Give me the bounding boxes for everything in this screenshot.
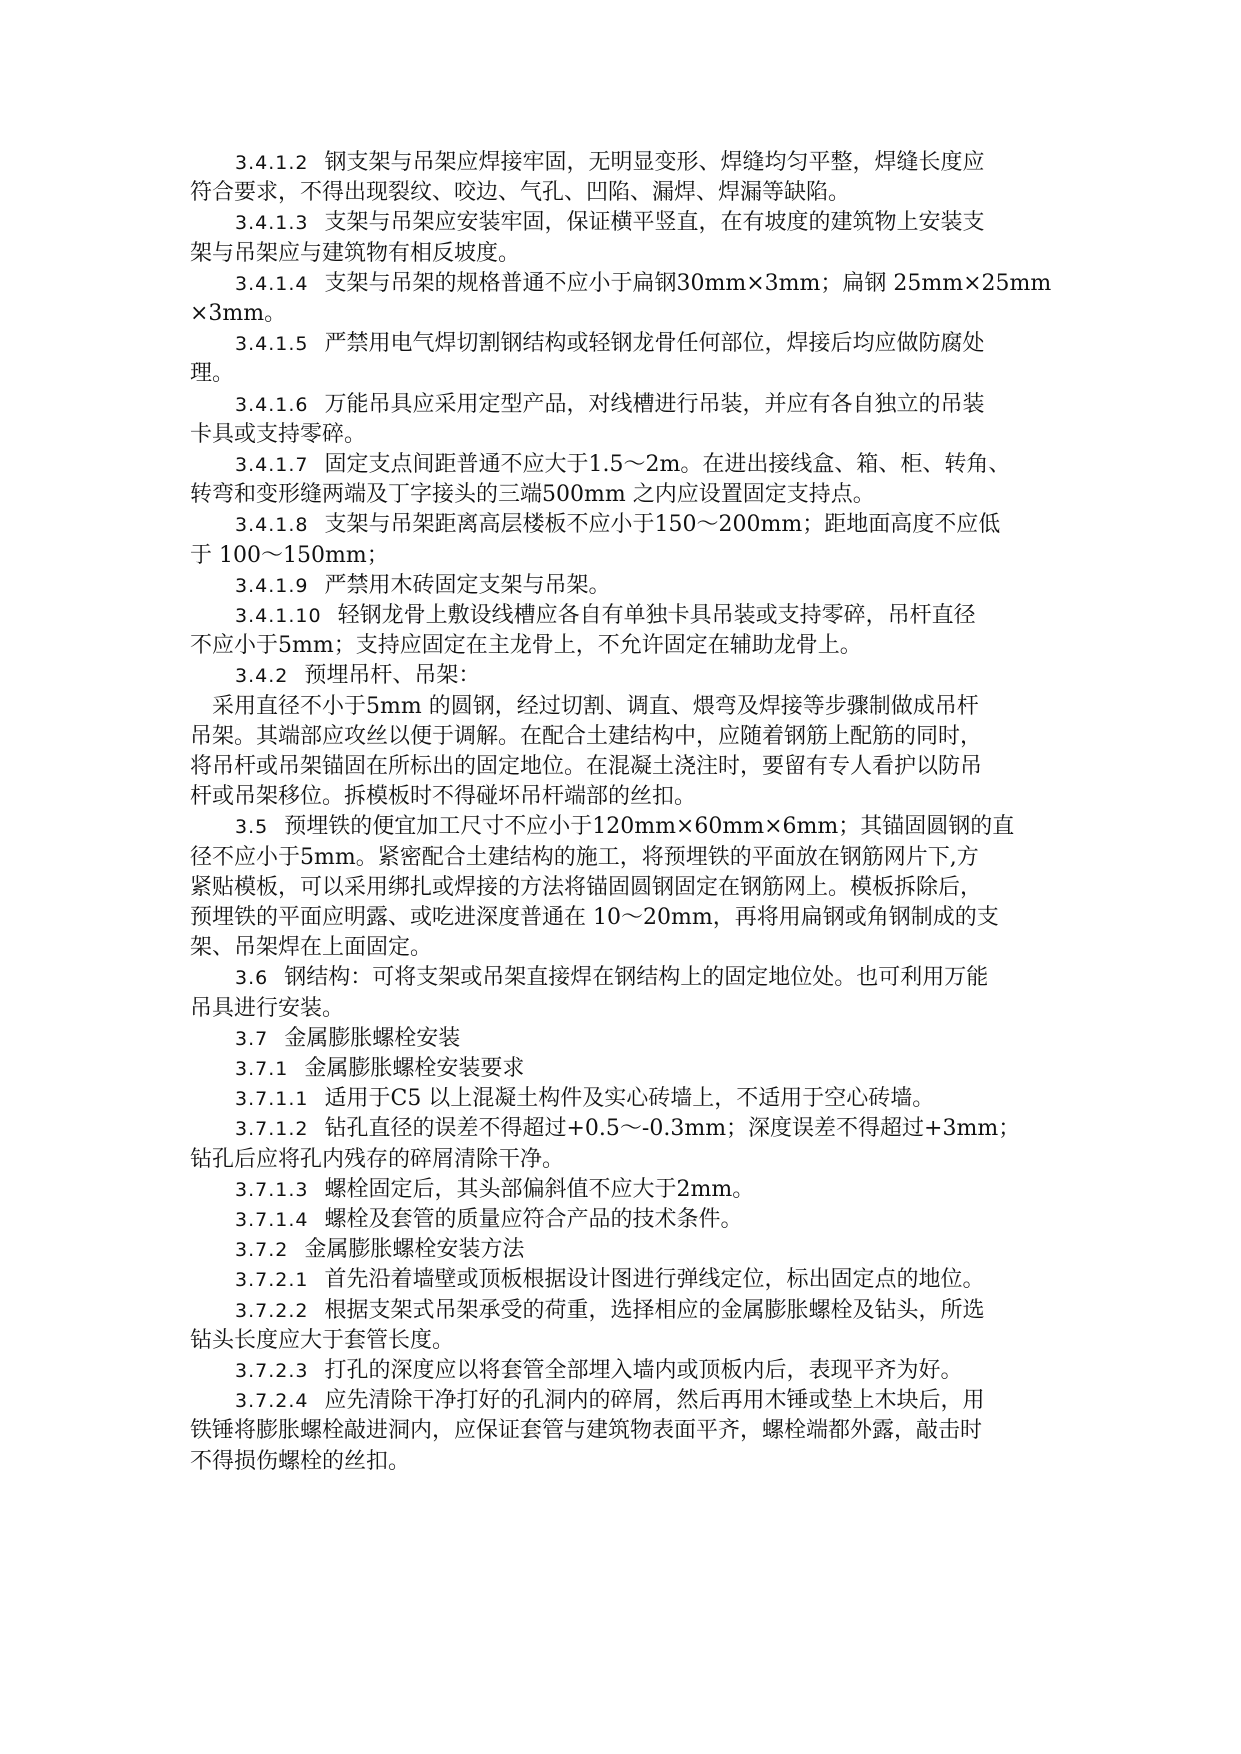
line-text: 支架与吊架的规格普通不应小于扁钢30mm×3mm；扁钢 25mm×25mm — [324, 270, 1052, 296]
line-text: 预埋铁的便宜加工尺寸不应小于120mm×60mm×6mm；其锚固圆钢的直 — [284, 814, 1015, 840]
line-text: 钻孔直径的误差不得超过+0.5～-0.3mm；深度误差不得超过+3mm； — [324, 1116, 1021, 1142]
section-number: 3.7.2.3 — [235, 1360, 309, 1382]
paragraph-text-line — [0, 420, 366, 450]
paragraph-text-line — [0, 782, 696, 812]
paragraph-heading-line — [0, 1024, 460, 1054]
paragraph-text-line — [0, 933, 432, 963]
section-number: 3.7.1 — [235, 1058, 289, 1080]
paragraph-heading-line — [0, 601, 976, 631]
paragraph-heading-line — [0, 963, 988, 993]
line-text: 螺栓及套管的质量应符合产品的技术条件。 — [324, 1207, 743, 1232]
paragraph-heading-line — [0, 1054, 524, 1084]
paragraph-heading-line — [0, 1175, 754, 1205]
section-number: 3.7 — [235, 1027, 269, 1050]
paragraph-heading-line — [0, 661, 480, 691]
line-text: 吊架。其端部应攻丝以便于调解。在配合土建结构中，应随着钢筋上配筋的同时， — [190, 723, 983, 749]
paragraph-heading-line — [0, 208, 985, 238]
paragraph-heading-line — [0, 1084, 934, 1114]
paragraph-heading-line — [0, 1296, 985, 1326]
line-text: 预埋铁的平面应明露、或吃进深度普通在 10～20mm，再将用扁钢或角钢制成的支 — [190, 905, 999, 930]
line-text: 紧贴模板，可以采用绑扎或焊接的方法将锚固圆钢固定在钢筋网上。模板拆除后， — [190, 874, 983, 900]
line-text: ×3mm。 — [190, 301, 287, 326]
section-number: 3.4.1.4 — [235, 272, 309, 295]
line-text: 架与吊架应与建筑物有相反坡度。 — [190, 240, 521, 266]
line-text: 于 100～150mm； — [190, 542, 389, 568]
paragraph-heading-line — [0, 1235, 524, 1265]
section-number: 3.7.1.4 — [235, 1209, 309, 1231]
line-text: 吊具进行安装。 — [190, 995, 345, 1021]
line-text: 支架与吊架应安装牢固，保证横平竖直，在有坡度的建筑物上安装支 — [324, 210, 985, 236]
line-text: 万能吊具应采用定型产品，对线槽进行吊装，并应有各自独立的吊装 — [324, 391, 985, 417]
line-text: 钢支架与吊架应焊接牢固，无明显变形、焊缝均匀平整，焊缝长度应 — [324, 150, 985, 175]
paragraph-text-line — [0, 1447, 410, 1477]
paragraph-text-line — [0, 692, 979, 722]
section-number: 3.7.2 — [235, 1239, 289, 1262]
line-text: 架、吊架焊在上面固定。 — [190, 935, 433, 961]
paragraph-heading-line — [0, 1205, 743, 1235]
paragraph-text-line — [0, 631, 862, 661]
line-text: 螺栓固定后，其头部偏斜值不应大于2mm。 — [324, 1176, 755, 1202]
paragraph-heading-line — [0, 812, 1014, 842]
line-text: 支架与吊架距离高层楼板不应小于150～200mm；距地面高度不应低 — [324, 512, 1001, 538]
line-text: 不得损伤螺栓的丝扣。 — [190, 1448, 411, 1474]
line-text: 将吊杆或吊架锚固在所标出的固定地位。在混凝土浇注时，要留有专人看护以防吊 — [190, 754, 983, 779]
paragraph-text-line — [0, 722, 982, 752]
section-number: 3.4.1.8 — [235, 514, 309, 537]
line-text: 卡具或支持零碎。 — [190, 421, 367, 447]
paragraph-text-line — [0, 994, 344, 1024]
section-number: 3.7.1.1 — [235, 1088, 309, 1111]
section-number: 3.7.1.2 — [235, 1118, 309, 1141]
paragraph-text-line — [0, 299, 286, 329]
line-text: 适用于C5 以上混凝土构件及实心砖墙上，不适用于空心砖墙。 — [324, 1086, 935, 1112]
paragraph-heading-line — [0, 571, 611, 601]
paragraph-text-line — [0, 239, 520, 269]
paragraph-heading-line — [0, 329, 985, 359]
line-text: 预埋吊杆、吊架： — [304, 663, 481, 689]
line-text: 金属膨胀螺栓安装要求 — [304, 1056, 525, 1081]
line-text: 钻孔后应将孔内残存的碎屑清除干净。 — [190, 1146, 565, 1172]
section-number: 3.5 — [235, 816, 269, 839]
line-text: 钢结构：可将支架或吊架直接焊在钢结构上的固定地位处。也可利用万能 — [284, 965, 989, 991]
line-text: 固定支点间距普通不应大于1.5～2m。在进出接线盒、箱、柜、转角、 — [324, 452, 1011, 477]
section-number: 3.4.1.10 — [235, 605, 322, 627]
line-text: 应先清除干净打好的孔洞内的碎屑，然后再用木锤或垫上木块后，用 — [324, 1388, 985, 1414]
section-number: 3.4.1.2 — [235, 152, 309, 174]
paragraph-heading-line — [0, 1386, 985, 1416]
line-text: 径不应小于5mm。紧密配合土建结构的施工，将预埋铁的平面放在钢筋网片下,方 — [190, 844, 979, 870]
line-text: 严禁用木砖固定支架与吊架。 — [324, 572, 611, 598]
paragraph-text-line — [0, 843, 979, 873]
section-number: 3.7.1.3 — [235, 1178, 309, 1201]
section-number: 3.4.2 — [235, 665, 289, 688]
section-number: 3.7.2.2 — [235, 1299, 309, 1322]
section-number: 3.4.1.5 — [235, 333, 309, 356]
section-number: 3.4.1.9 — [235, 574, 309, 597]
paragraph-heading-line — [0, 390, 985, 420]
section-number: 3.4.1.3 — [235, 212, 309, 235]
section-number: 3.7.2.1 — [235, 1269, 309, 1292]
line-text: 根据支架式吊架承受的荷重，选择相应的金属膨胀螺栓及钻头，所选 — [324, 1297, 985, 1323]
paragraph-text-line — [0, 1416, 982, 1446]
section-number: 3.6 — [235, 967, 269, 990]
line-text: 不应小于5mm；支持应固定在主龙骨上，不允许固定在辅助龙骨上。 — [190, 633, 862, 659]
paragraph-text-line — [0, 359, 234, 389]
line-text: 打孔的深度应以将套管全部埋入墙内或顶板内后，表现平齐为好。 — [324, 1358, 963, 1383]
paragraph-heading-line — [0, 269, 1051, 299]
paragraph-text-line — [0, 752, 982, 782]
line-text: 钻头长度应大于套管长度。 — [190, 1327, 455, 1353]
line-text: 严禁用电气焊切割钢结构或轻钢龙骨任何部位，焊接后均应做防腐处 — [324, 331, 985, 357]
paragraph-heading-line — [0, 1356, 963, 1386]
paragraph-text-line — [0, 541, 389, 571]
line-text: 金属膨胀螺栓安装 — [284, 1025, 461, 1051]
paragraph-heading-line — [0, 148, 985, 178]
paragraph-text-line — [0, 1326, 454, 1356]
section-number: 3.4.1.6 — [235, 393, 309, 416]
line-text: 杆或吊架移位。拆模板时不得碰坏吊杆端部的丝扣。 — [190, 784, 697, 810]
paragraph-text-line — [0, 1145, 564, 1175]
line-text: 首先沿着墙壁或顶板根据设计图进行弹线定位，标出固定点的地位。 — [324, 1267, 985, 1293]
line-text: 采用直径不小于5mm 的圆钢，经过切割、调直、煨弯及焊接等步骤制做成吊杆 — [190, 693, 979, 719]
section-number: 3.4.1.7 — [235, 454, 309, 476]
paragraph-heading-line — [0, 450, 1010, 480]
line-text: 符合要求，不得出现裂纹、咬边、气孔、凹陷、漏焊、焊漏等缺陷。 — [190, 180, 851, 206]
section-number: 3.7.2.4 — [235, 1390, 309, 1413]
paragraph-text-line — [0, 903, 999, 933]
line-text: 理。 — [190, 361, 235, 387]
line-text: 铁锤将膨胀螺栓敲进洞内，应保证套管与建筑物表面平齐，螺栓端都外露，敲击时 — [190, 1418, 983, 1444]
line-text: 转弯和变形缝两端及丁字接头的三端500mm 之内应设置固定支持点。 — [190, 482, 875, 508]
paragraph-text-line — [0, 480, 875, 510]
paragraph-text-line — [0, 873, 982, 903]
line-text: 轻钢龙骨上敷设线槽应各自有单独卡具吊装或支持零碎，吊杆直径 — [337, 603, 976, 628]
paragraph-text-line — [0, 178, 850, 208]
paragraph-heading-line — [0, 1114, 1020, 1144]
paragraph-heading-line — [0, 510, 1000, 540]
line-text: 金属膨胀螺栓安装方法 — [304, 1237, 525, 1263]
paragraph-heading-line — [0, 1265, 985, 1295]
